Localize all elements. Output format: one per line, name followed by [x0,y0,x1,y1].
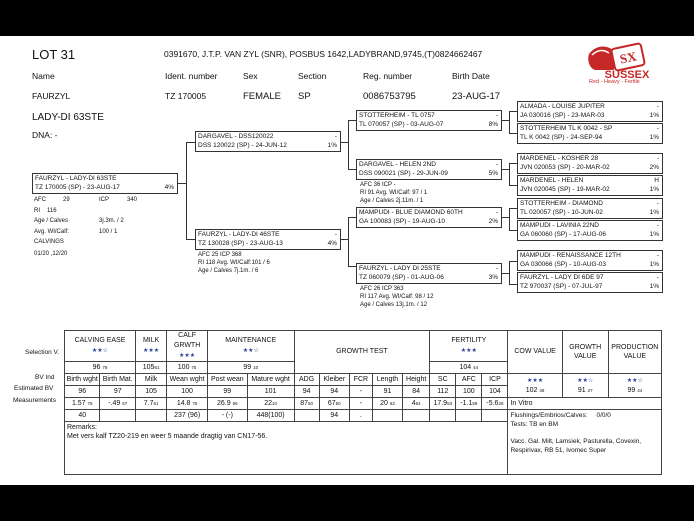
subject-ri: 116 [47,208,57,214]
sire-box [195,131,341,152]
sel-fert: 104 44 [430,362,508,374]
subject-icp-label: ICP [99,197,110,203]
col-sc: SC [430,374,456,386]
label-section: Section [298,71,327,81]
subject-avg-label: Avg. WI/Calf: [34,229,69,235]
meas-cell [403,410,430,422]
bv-cell: 104 [482,386,508,398]
g3-2-name: STOTTERHEIM TL K 0042 - SP [520,125,613,132]
dd-id: TZ 060079 (SP) - 01-AUG-06 [359,274,444,281]
est-cell: 6750 [319,398,349,410]
hdr-maintenance: MAINTENANCE ★★☆ [207,331,294,362]
bv-cell: 100 [167,386,208,398]
bv-cell: 105 [135,386,166,398]
est-cell: -.49 67 [100,398,135,410]
stars-growth: ★★☆ [577,377,594,384]
lot-number: LOT 31 [32,47,76,62]
bv-cell: 94 [294,386,319,398]
sire-pct: 1% [327,142,337,149]
meas-cell: 94 [319,410,349,422]
col-mature-wght: Mature wght [247,374,294,386]
col-adg: ADG [294,374,319,386]
logo-tagline: Red - Heavy - Fertile [589,79,640,85]
bv-cell: 99 [207,386,247,398]
g3-box-1 [517,101,663,122]
dd-stats-1: AFC 26 ICP 363 [360,286,404,292]
dam-stats-1: AFC 25 ICP 368 [198,252,242,258]
g3-3-name: MARDENEL - KOSHER 28 [520,155,599,162]
row-label-est: Estimated BV [14,385,54,392]
animal-birth: 23-AUG-17 [452,91,501,102]
bv-cell: 96 [65,386,100,398]
g3-6-mark: - [656,222,659,229]
g3-box-2 [517,123,663,144]
sd-stats-3: Age / Calves 2j.11m. / 1 [360,198,424,204]
label-reg: Reg. number [363,71,413,81]
dam-box [195,229,341,250]
g3-5-mark: - [656,200,659,207]
subject-id: TZ 170005 (SP) - 23-AUG-17 [35,184,120,191]
stars-calving: ★★☆ [91,348,109,354]
meas-cell: . [349,410,372,422]
g3-4-id: JVN 020045 (SP) - 19-MAR-02 [520,186,610,193]
g3-4-pct: 1% [649,186,659,193]
est-cell: 26.9 56 [207,398,247,410]
animal-prefix: FAURZYL [32,91,71,101]
est-cell: 17.953 [430,398,456,410]
subject-avg: 100 / 1 [99,229,118,235]
sel-maint: 99 10 [207,362,294,374]
dam-stats-3: Age / Calves 7j.1m. / 6 [198,268,259,274]
meas-cell: 237 (96) [167,410,208,422]
g3-1-id: JA 030016 (SP) - 23-MAR-03 [520,112,605,119]
g3-5-name: STOTTERHEIM - DIAMOND [520,200,603,207]
g3-7-pct: 1% [649,261,659,268]
hdr-milk: MILK ★★★ [135,331,166,362]
g3-box-6 [517,220,663,241]
sel-milk: 10561 [135,362,166,374]
g3-4-mark: H [654,177,659,184]
est-cell: -1.159 [456,398,482,410]
health-notes [508,410,662,475]
animal-reg: 0086753795 [363,91,416,102]
hdr-growth-value: GROWTH VALUE [562,331,608,374]
dam-name: FAURZYL - LADY-DI 46STE [198,231,280,238]
g3-7-name: MAMPUDI - RENAISSANCE 12TH [520,252,621,259]
hdr-growth-test: GROWTH TEST [294,331,430,374]
sd-pct: 5% [488,170,498,177]
stars-calf: ★★★ [179,353,196,359]
g3-box-3 [517,153,663,174]
ds-id: GA 100083 (SP) - 19-AUG-10 [359,218,445,225]
meas-cell [100,410,135,422]
g3-3-id: JVN 020053 (SP) - 20-MAR-02 [520,164,610,171]
subject-afc: 29 [63,197,70,203]
stars-fert: ★★★ [460,348,477,354]
ss-name: STOTTERHEIM - TL 0757 [359,112,435,119]
sire-name: DARGAVEL - DSS120022 [198,133,274,140]
g3-3-mark: - [656,155,659,162]
g3-2-mark: - [656,125,659,132]
hdr-calving-ease: CALVING EASE ★★☆ [65,331,136,362]
g3-5-pct: 1% [649,209,659,216]
g3-1-name: ALMADA - LOUISE JUPITER [520,103,605,110]
col-post-wean: Post wean [207,374,247,386]
sd-mark: - [495,161,498,168]
stars-cow: ★★★ [527,377,544,384]
g3-1-mark: - [656,103,659,110]
label-ident: Ident. number [165,71,218,81]
g3-8-id: TZ 970037 (SP) - 07-JUL-97 [520,283,603,290]
animal-sex: FEMALE [243,91,282,102]
animal-name: LADY-DI 63STE [32,112,104,123]
col-birth-mat: Birth Mat. [100,374,135,386]
bv-cell: 112 [430,386,456,398]
hdr-calf-growth: CALF GRWTH ★★★ [167,331,208,362]
col-fcr: FCR [349,374,372,386]
meas-cell [372,410,402,422]
g3-6-pct: 1% [649,231,659,238]
row-label-selection: Selection V. [25,349,60,356]
tests: Tests: TB en BM [510,421,559,428]
g3-7-id: GA 030066 (SP) - 10-AUG-03 [520,261,606,268]
g3-7-mark: - [656,252,659,259]
remarks [65,422,508,475]
ss-pct: 8% [488,121,498,128]
flush-label: Flushings/Embrios/Calves: [510,412,588,419]
animal-ident: TZ 170005 [165,91,207,101]
col-height: Height [403,374,430,386]
est-cell: 8750 [294,398,319,410]
bv-cell: 97 [100,386,135,398]
ss-mark: - [495,112,498,119]
cow-value-cell: ★★★ 102 48 [508,374,562,398]
g3-2-id: TL K 0042 (SP) - 24-SEP-94 [520,134,603,141]
dam-sire-box [356,207,502,228]
growth-value-cell: ★★☆ 91 27 [562,374,608,398]
meas-cell: - (-) [207,410,247,422]
subject-name: FAURZYL - LADY-DI 63STE [35,175,117,182]
dam-id: TZ 130028 (SP) - 23-AUG-13 [198,240,283,247]
calvings-label: CALVINGS [34,239,64,245]
g3-1-pct: 1% [649,112,659,119]
ds-pct: 2% [488,218,498,225]
subject-box [32,173,178,194]
meas-cell [294,410,319,422]
g3-2-pct: 1% [649,134,659,141]
sd-id: DSS 090021 (SP) - 29-JUN-09 [359,170,448,177]
g3-8-pct: 1% [649,283,659,290]
calvings-dates: 01/20 ,12/20 [34,251,68,257]
subject-age-label: Age / Calves [34,218,69,224]
label-birth: Birth Date [452,71,490,81]
subject-pct: 4% [164,184,174,191]
bv-cell: 94 [319,386,349,398]
flush-value: 0/0/0 [596,412,611,419]
col-kleiber: Kleiber [319,374,349,386]
hdr-cow-value: COW VALUE [508,331,562,374]
sd-stats-2: RI 91 Avg. WI/Calf: 97 / 1 [360,190,428,196]
subject-age: 3j.3m. / 2 [99,218,124,224]
ds-mark: - [495,209,498,216]
remarks-text: Met vers kalf TZ20-219 en weer 5 maande dragtig van CN17-56. [67,433,268,440]
subject-afc-label: AFC [34,197,46,203]
est-cell: 7.761 [135,398,166,410]
sire-mark: - [334,133,337,140]
ss-id: TL 070057 (SP) - 03-AUG-07 [359,121,444,128]
lot-sheet [0,36,694,485]
meas-cell [456,410,482,422]
hdr-fertility: FERTILITY ★★★ [430,331,508,362]
hdr-production-value: PRODUCTION VALUE [608,331,661,374]
breeder-info: 0391670, J.T.P. VAN ZYL (SNR), POSBUS 1642,LADYBRAND,9745,(T)0824662467 [164,49,483,59]
label-sex: Sex [243,71,258,81]
meas-cell: 40 [65,410,100,422]
g3-box-8 [517,272,663,293]
meas-cell: 448(100) [247,410,294,422]
g3-5-id: TL 020057 (SP) - 10-JUN-02 [520,209,603,216]
bv-cell: - [349,386,372,398]
logo-badge: SX [618,48,638,67]
dd-name: FAURZYL - LADY DI 25STE [359,265,441,272]
bv-cell: 100 [456,386,482,398]
est-cell: 454 [403,398,430,410]
sire-sire-box [356,110,502,131]
dam-pct: 4% [327,240,337,247]
sire-id: DSS 120022 (SP) - 24-JUN-12 [198,142,287,149]
bv-cell: 101 [247,386,294,398]
est-cell: 14.8 75 [167,398,208,410]
col-birth-wght: Birth wght [65,374,100,386]
dd-stats-2: RI 117 Avg. WI/Calf: 98 / 12 [360,294,434,300]
sd-stats-1: AFC 36 ICP - [360,182,396,188]
dd-pct: 3% [488,274,498,281]
est-cell: - [349,398,372,410]
in-vitro: In Vitro [508,398,662,410]
sel-calving: 96 78 [65,362,136,374]
col-afc: AFC [456,374,482,386]
g3-3-pct: 2% [649,164,659,171]
g3-4-name: MARDENEL - HELEN [520,177,584,184]
col-length: Length [372,374,402,386]
sd-name: DARGAVEL - HELEN 2ND [359,161,436,168]
stars-maint: ★★☆ [242,348,259,354]
stars-prod: ★★☆ [626,377,643,384]
meas-cell [135,410,166,422]
col-icp: ICP [482,374,508,386]
sire-dam-box [356,159,502,180]
vaccinations: Vacc. Gal. Milt, Lamsiek, Pasturella, Covexin, Respirivax, RB 51, Ivomec Super [510,438,642,454]
label-name: Name [32,71,55,81]
logo-brand: SUSSEX [604,69,650,81]
row-label-bv: BV Ind [35,374,55,381]
est-cell: 2210 [247,398,294,410]
performance-table [64,330,662,475]
dam-dam-box [356,263,502,284]
est-cell: -5.628 [482,398,508,410]
dd-mark: - [495,265,498,272]
stars-milk: ★★★ [143,348,160,354]
subject-ri-label: RI [34,208,40,214]
bv-cell: 91 [372,386,402,398]
dd-stats-3: Age / Calves 13j.1m. / 12 [360,302,428,308]
dam-stats-2: RI 118 Avg. WI/Calf:101 / 6 [198,260,270,266]
g3-box-4 [517,175,663,196]
sel-calf: 100 75 [167,362,208,374]
g3-box-5 [517,198,663,219]
g3-6-id: GA 060060 (SP) - 17-AUG-06 [520,231,606,238]
dna: DNA: - [32,130,58,140]
row-label-meas: Measurements [13,397,56,404]
animal-section: SP [298,91,311,102]
g3-8-mark: - [656,274,659,281]
dam-mark: - [334,231,337,238]
g3-box-7 [517,250,663,271]
col-milk: Milk [135,374,166,386]
est-cell: 20 62 [372,398,402,410]
ds-name: MAMPUDI - BLUE DIAMOND 60TH [359,209,463,216]
est-cell: 1.57 76 [65,398,100,410]
subject-icp: 340 [127,197,138,203]
col-wean-wght: Wean wght [167,374,208,386]
bv-cell: 84 [403,386,430,398]
prod-value-cell: ★★☆ 99 44 [608,374,661,398]
remarks-label: Remarks: [67,424,97,431]
sussex-logo [583,40,663,88]
meas-cell [482,410,508,422]
meas-cell [430,410,456,422]
g3-8-name: FAURZYL - LADY DI 6DE 97 [520,274,604,281]
g3-6-name: MAMPUDI - LAVINIA 22ND [520,222,599,229]
